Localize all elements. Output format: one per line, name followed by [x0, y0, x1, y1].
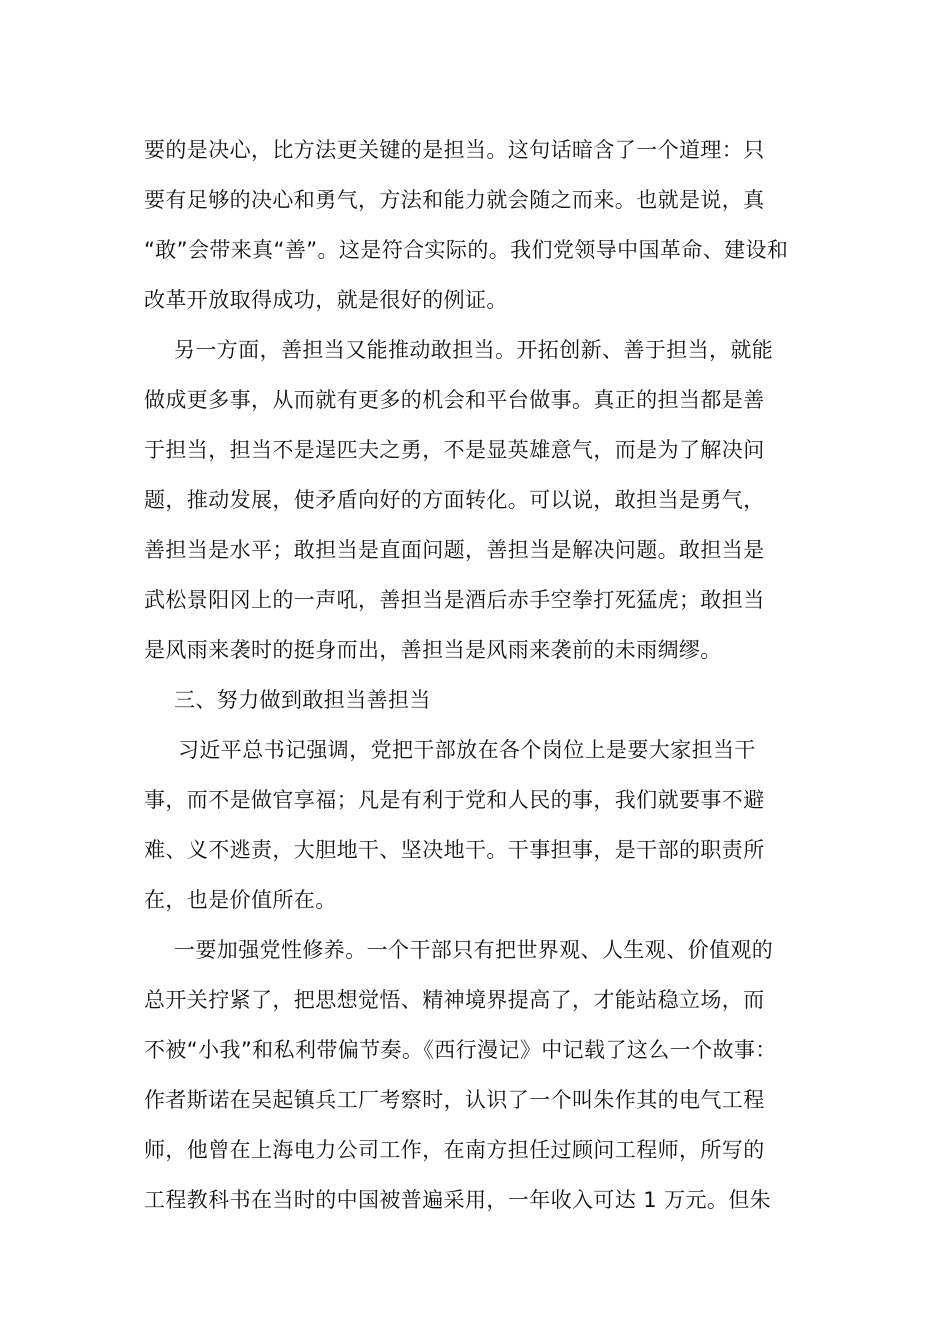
text-line: 改革开放取得成功，就是很好的例证。: [144, 288, 508, 312]
text-line: 另一方面，善担当又能推动敢担当。开拓创新、善于担当，就能: [174, 338, 774, 362]
text-line: 习近平总书记强调，党把干部放在各个岗位上是要大家担当干: [178, 738, 756, 762]
text-line: 善担当是水平；敢担当是直面问题，善担当是解决问题。敢担当是: [144, 538, 765, 562]
text-line: 不被“小我”和私利带偏节奏。《西行漫记》中记载了这么一个故事：: [144, 1038, 777, 1062]
text-line: 于担当，担当不是逞匹夫之勇，不是显英雄意气，而是为了解决问: [144, 438, 765, 462]
text-line: 在，也是价值所在。: [144, 888, 337, 912]
section-heading: 三、努力做到敢担当善担当: [174, 688, 431, 712]
text-line: 要有足够的决心和勇气，方法和能力就会随之而来。也就是说，真: [144, 188, 765, 212]
text-line: 工程教科书在当时的中国被普遍采用，一年收入可达 1 万元。但朱: [144, 1188, 772, 1212]
text-line: 是风雨来袭时的挺身而出，善担当是风雨来袭前的未雨绸缪。: [144, 638, 722, 662]
text-line: “敢”会带来真“善”。这是符合实际的。我们党领导中国革命、建设和: [144, 238, 789, 262]
text-line: 师，他曾在上海电力公司工作，在南方担任过顾问工程师，所写的: [144, 1138, 765, 1162]
text-line: 一要加强党性修养。一个干部只有把世界观、人生观、价值观的: [174, 938, 774, 962]
text-line: 要的是决心，比方法更关键的是担当。这句话暗含了一个道理：只: [144, 138, 765, 162]
text-line: 作者斯诺在吴起镇兵工厂考察时，认识了一个叫朱作其的电气工程: [144, 1088, 765, 1112]
text-line: 难、义不逃责，大胆地干、坚决地干。干事担事，是干部的职责所: [144, 838, 765, 862]
text-line: 武松景阳冈上的一声吼，善担当是酒后赤手空拳打死猛虎；敢担当: [144, 588, 765, 612]
text-line: 做成更多事，从而就有更多的机会和平台做事。真正的担当都是善: [144, 388, 765, 412]
text-line: 总开关拧紧了，把思想觉悟、精神境界提高了，才能站稳立场，而: [144, 988, 765, 1012]
text-line: 题，推动发展，使矛盾向好的方面转化。可以说，敢担当是勇气，: [144, 488, 765, 512]
text-line: 事，而不是做官享福；凡是有利于党和人民的事，我们就要事不避: [144, 788, 765, 812]
